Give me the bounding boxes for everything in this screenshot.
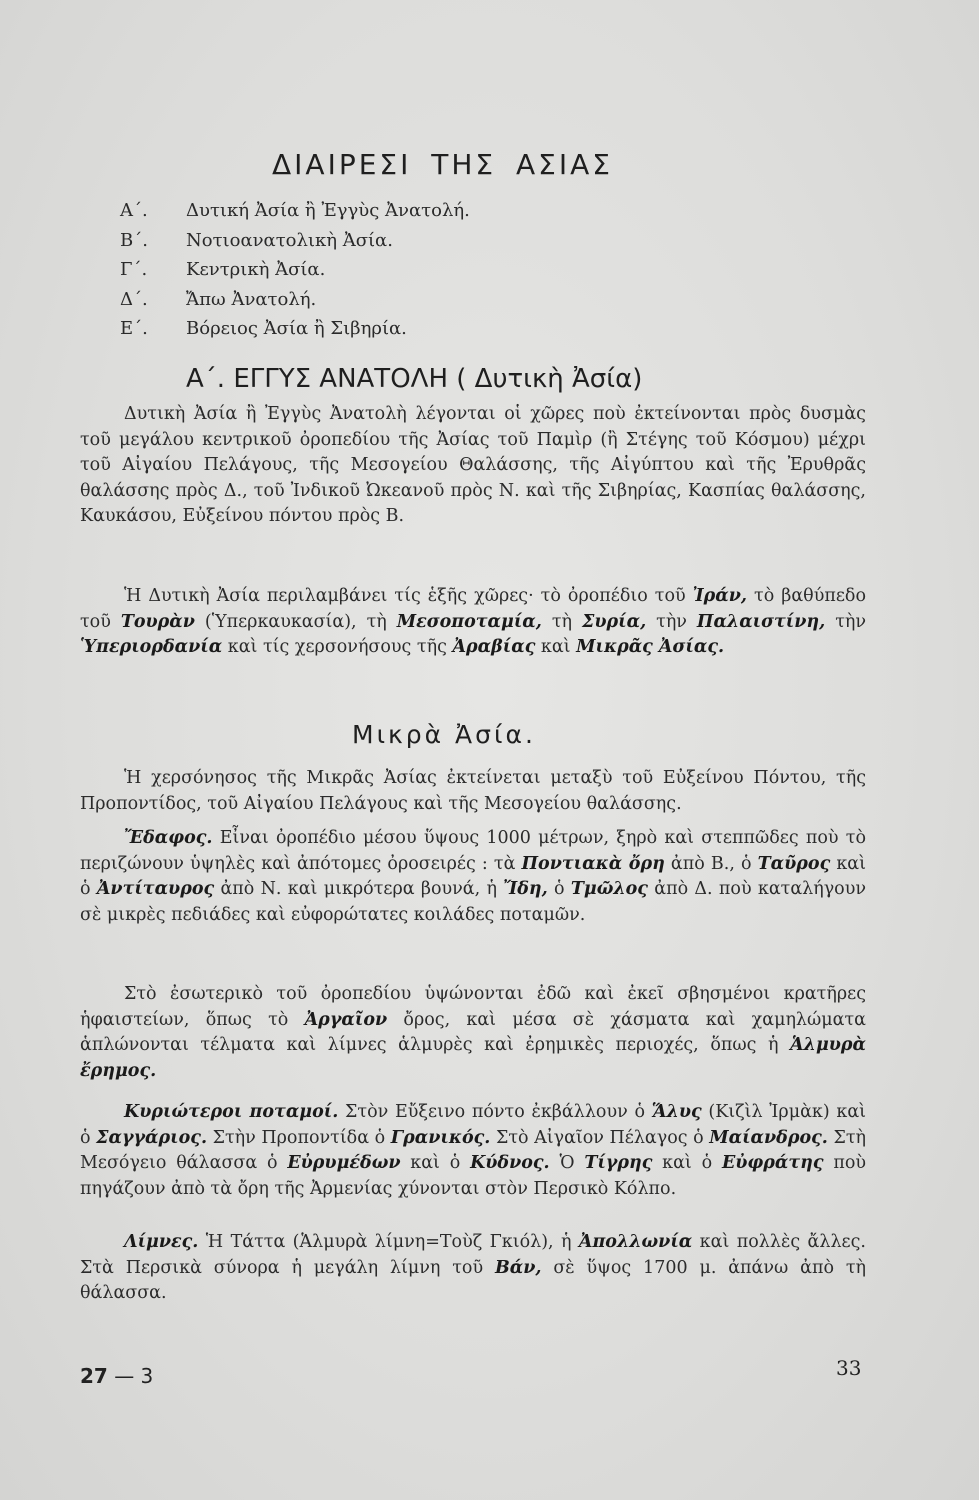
subsection-heading: Μικρὰ Ἀσία.	[352, 720, 536, 749]
paragraph-text: τὴν	[825, 611, 867, 632]
signature-suffix: — 3	[107, 1364, 154, 1388]
emphasis-term: Ἀργαῖον	[304, 1009, 388, 1030]
paragraph-text: καὶ τίς χερσονήσους τῆς	[222, 637, 453, 658]
emphasis-term: Ποντιακὰ ὄρη	[521, 853, 665, 874]
list-item	[120, 285, 720, 315]
emphasis-term: Μεσοποταμία,	[396, 611, 542, 632]
division-name: Βόρειος Ἀσία ἢ Σιβηρία.	[186, 318, 407, 339]
paragraph-text: Ὁ	[549, 1153, 585, 1174]
emphasis-term: Ἔδαφος.	[124, 828, 213, 848]
paragraph-rivers	[80, 1100, 866, 1202]
paragraph-text: ἀπὸ Δ. ποὺ καταλήγουν σὲ μικρὲς πεδιάδες καὶ εὐφορώτατες κοιλάδες ποταμῶν.	[80, 879, 866, 925]
paragraph-text: Στὸν Εὔξεινο πόντο ἐκβάλλουν ὁ	[338, 1102, 652, 1122]
emphasis-term: Σαγγάριος.	[96, 1127, 208, 1148]
signature-mark	[80, 1364, 153, 1388]
paragraph-text: ὁ	[547, 879, 571, 900]
paragraph-text: Δυτικὴ Ἀσία ἢ Ἐγγὺς Ἀνατολὴ λέγονται οἱ χῶρες ποὺ ἐκτείνονται πρὸς δυσμὰς τοῦ μεγάλου κεντρικοῦ ὀροπεδίου τῆς Ἀσίας τοῦ Παμὶρ (ἢ Στέγης τοῦ Κόσμου) μέχρι τοῦ Αἰγαίου Πελάγους, τῆς Μεσογείου Θαλάσσης, τῆς Αἰγύπτου καὶ τῆς Ἐρυθρᾶς θαλάσσης πρὸς Δ., τοῦ Ἰνδικοῦ Ὠκεανοῦ πρὸς Ν. καὶ τῆς Σιβηρίας, Κασπίας θαλάσσης, Καυκάσου, Εὐξείνου πόντου πρὸς Β.	[80, 404, 866, 527]
section-heading: Α΄. ΕΓΓΥΣ ΑΝΑΤΟΛΗ ( Δυτικὴ Ἀσία)	[186, 364, 643, 394]
signature-number: 27	[80, 1364, 108, 1388]
division-letter: Α΄.	[120, 200, 148, 221]
paragraph-text: Στὸ ἐσωτερικὸ τοῦ ὀροπεδίου ὑψώνονται ἐδῶ καὶ ἐκεῖ σβησμένοι κρατῆρες ἡφαιστείων, ὅπως τὸ	[80, 984, 866, 1030]
emphasis-term: Τουρὰν	[120, 611, 195, 632]
paragraph-peninsula	[80, 766, 866, 817]
division-letter: Ε΄.	[120, 318, 148, 339]
paragraph-text: τὴν	[646, 611, 697, 632]
paragraph-volcanoes	[80, 982, 866, 1084]
emphasis-term: Ἰράν,	[692, 586, 748, 606]
division-letter: Δ΄.	[120, 288, 148, 310]
paragraph-text: ἀπὸ Β., ὁ	[664, 853, 758, 874]
paragraph-text: Στὴν Προποντίδα ὁ	[207, 1127, 391, 1148]
emphasis-term: Συρία,	[581, 611, 647, 632]
emphasis-term: Μικρᾶς Ἀσίας.	[576, 637, 725, 658]
paragraph-countries	[80, 584, 866, 661]
paragraph-text: Ἡ χερσόνησος τῆς Μικρᾶς Ἀσίας ἐκτείνεται μεταξὺ τοῦ Εὐξείνου Πόντου, τῆς Προποντίδος, τοῦ Αἰγαίου Πελάγους καὶ τῆς Μεσογείου θαλάσσης.	[80, 768, 866, 814]
paragraph-text: τὸ βαθύπεδο τοῦ	[80, 586, 867, 632]
paragraph-intro	[80, 402, 866, 530]
division-name: Ἄπω Ἀνατολή.	[186, 288, 317, 310]
paragraph-text: Στὴ Μεσόγειο θάλασσα ὁ	[80, 1127, 866, 1174]
list-item	[120, 226, 720, 256]
paragraph-text: σὲ ὕψος 1700 μ. ἀπάνω ἀπὸ τὴ θάλασσα.	[80, 1257, 867, 1304]
paragraph-text: καὶ ὁ	[400, 1153, 471, 1174]
paragraph-lakes	[80, 1230, 866, 1307]
emphasis-term: Γρανικός.	[390, 1127, 491, 1148]
emphasis-term: Ἴδη,	[503, 879, 548, 900]
list-item	[120, 196, 720, 226]
paragraph-text: καὶ ὁ	[80, 853, 866, 900]
emphasis-term: Κύδνος.	[470, 1153, 550, 1174]
division-name: Κεντρικὴ Ἀσία.	[186, 259, 326, 280]
paragraph-text: Ἡ Τάττα (Ἁλμυρὰ λίμνη=Τοὺζ Γκιόλ), ἡ	[198, 1232, 579, 1252]
emphasis-term: Ἁλμυρὰ ἔρημος.	[80, 1035, 866, 1081]
list-item	[120, 314, 720, 344]
emphasis-term: Ἀραβίας	[452, 637, 536, 658]
paragraph-text: ἀπὸ Ν. καὶ μικρότερα βουνά, ἡ	[214, 879, 504, 900]
emphasis-term: Βάν,	[494, 1257, 542, 1278]
paragraph-text: καὶ	[535, 637, 577, 658]
page-title: ΔΙΑΙΡΕΣΙ ΤΗΣ ΑΣΙΑΣ	[272, 148, 613, 181]
list-item	[120, 255, 720, 285]
paragraph-text: ποὺ πηγάζουν ἀπὸ τὰ ὄρη τῆς Ἀρμενίας χύνονται στὸν Περσικὸ Κόλπο.	[80, 1153, 866, 1199]
paragraph-text: Ἡ Δυτικὴ Ἀσία περιλαμβάνει τίς ἑξῆς χῶρες· τὸ ὀροπέδιο τοῦ	[124, 586, 693, 606]
divisions-list	[120, 196, 720, 344]
emphasis-term: Μαίανδρος.	[709, 1127, 828, 1148]
division-name: Δυτική Ἀσία ἢ Ἐγγὺς Ἀνατολή.	[186, 200, 470, 221]
emphasis-term: Τίγρης	[584, 1153, 653, 1174]
page-number: 33	[836, 1356, 862, 1380]
emphasis-term: Ἅλυς	[651, 1102, 702, 1122]
division-name: Νοτιοανατολικὴ Ἀσία.	[186, 229, 393, 251]
emphasis-term: Ἀπολλωνία	[578, 1232, 693, 1252]
paragraph-text: (Ὑπερκαυκασία), τὴ	[194, 611, 397, 632]
emphasis-term: Παλαιστίνη,	[696, 611, 826, 632]
emphasis-term: Λίμνες.	[124, 1232, 199, 1252]
paragraph-text: Στὸ Αἰγαῖον Πέλαγος ὁ	[490, 1127, 710, 1148]
paragraph-text: Εἶναι ὀροπέδιο μέσου ὕψους 1000 μέτρων, ξηρὸ καὶ στεππῶδες ποὺ τὸ περιζώνουν ὑψηλὲς καὶ ἀπότομες ὀροσειρές : τὰ	[80, 828, 866, 874]
emphasis-term: Τμῶλος	[570, 879, 648, 900]
paragraph-text: (Κιζὶλ Ἰρμὰκ) καὶ ὁ	[80, 1102, 866, 1148]
paragraph-text: τὴ	[541, 611, 582, 632]
paragraph-text: καὶ πολλὲς ἄλλες. Στὰ Περσικὰ σύνορα ἡ μεγάλη λίμνη τοῦ	[80, 1232, 866, 1278]
emphasis-term: Ἀντίταυρος	[96, 879, 215, 900]
emphasis-term: Εὐρυμέδων	[287, 1153, 401, 1174]
emphasis-term: Ταῦρος	[757, 853, 831, 874]
emphasis-term: Ὑπεριορδανία	[80, 637, 223, 658]
division-letter: Β΄.	[120, 229, 148, 251]
paragraph-text: καὶ ὁ	[652, 1153, 722, 1174]
emphasis-term: Εὐφράτης	[721, 1153, 824, 1174]
paragraph-text: ὄρος, καὶ μέσα σὲ χάσματα καὶ χαμηλώματα ἁπλώνονται τέλματα καὶ λίμνες ἁλμυρὲς καὶ ἐρημικὲς περιοχές, ὅπως ἡ	[80, 1009, 866, 1056]
paragraph-terrain	[80, 826, 866, 928]
emphasis-term: Κυριώτεροι ποταμοί.	[124, 1102, 339, 1122]
division-letter: Γ΄.	[120, 259, 148, 280]
